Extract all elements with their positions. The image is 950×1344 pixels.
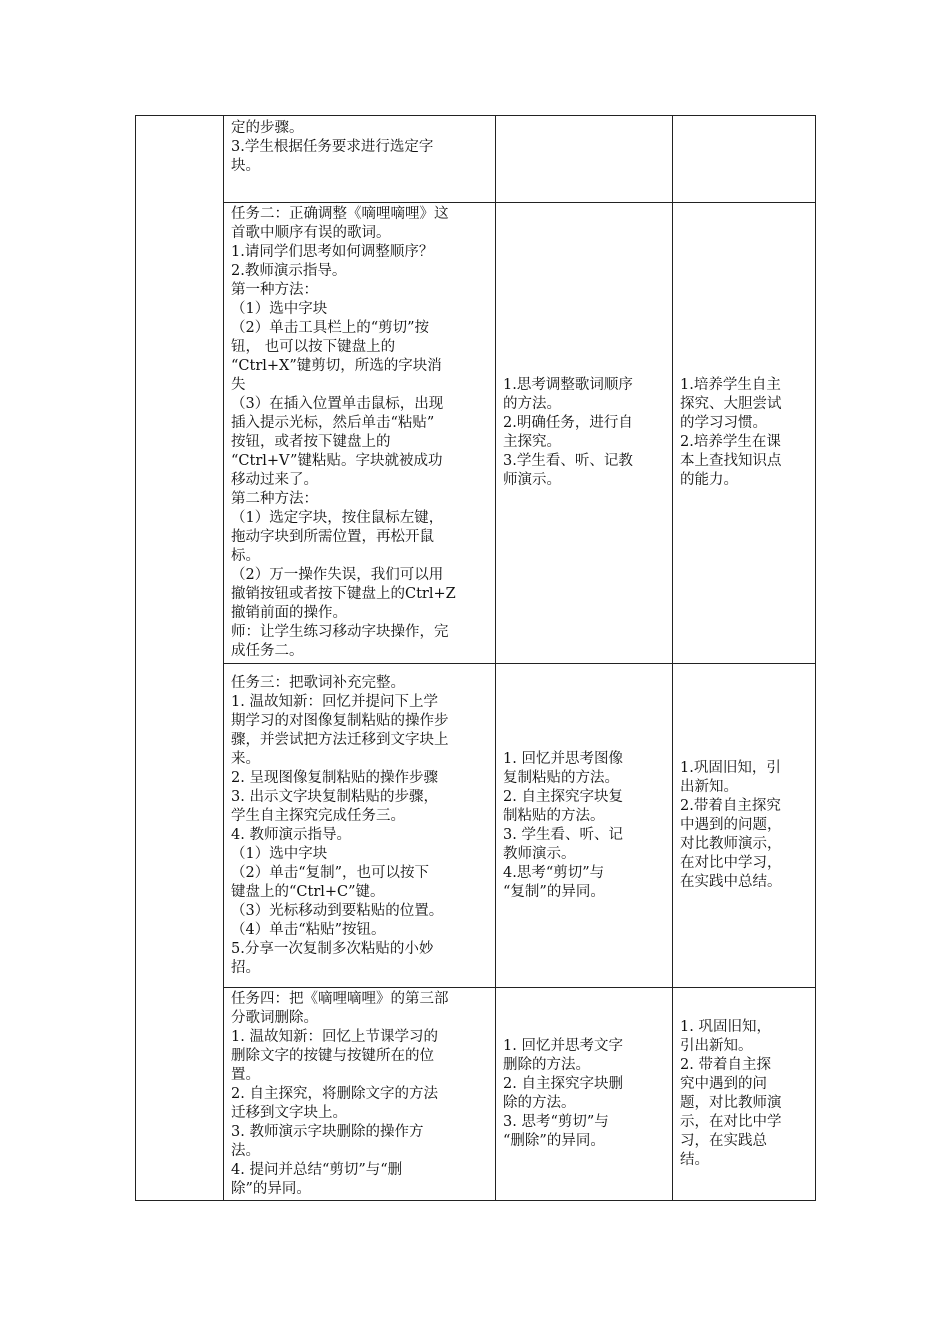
text-line: 移动过来了。: [231, 472, 318, 488]
text-line: （1）选中字块: [231, 845, 328, 862]
cell-text: [503, 1037, 665, 1151]
cell-text: [680, 1018, 808, 1170]
text-line: 1. 温故知新：回忆上节课学习的: [231, 1028, 438, 1045]
text-line: （2）单击“复制”，也可以按下: [231, 864, 430, 881]
text-line: 4.思考“剪切”与: [503, 864, 605, 881]
text-line: 2. 自主探究，将删除文字的方法: [231, 1085, 438, 1102]
text-line: 出新知。: [680, 779, 738, 795]
text-line: 拖动字块到所需位置，再松开鼠: [231, 529, 434, 545]
text-line: 键盘上的“Ctrl+C”键。: [231, 883, 385, 900]
cell-text: [231, 674, 488, 978]
text-line: 骤，并尝试把方法迁移到文字块上: [231, 731, 449, 748]
text-line: 首歌中顺序有误的歌词。: [231, 225, 391, 241]
process-cell: [224, 988, 496, 1201]
text-line: 对比教师演示，: [680, 836, 782, 852]
text-line: 来。: [231, 750, 260, 767]
student-activity-cell: [496, 203, 673, 664]
text-line: 1. 回忆并思考文字: [503, 1038, 623, 1054]
text-line: 2.培养学生在课: [680, 434, 781, 450]
text-line: 复制粘贴的方法。: [503, 769, 619, 786]
text-line: 引出新知。: [680, 1038, 753, 1054]
text-line: 置。: [231, 1066, 260, 1083]
text-line: 分歌词删除。: [231, 1009, 318, 1026]
text-line: 第二种方法：: [231, 491, 318, 507]
text-line: 学生自主探究完成任务三。: [231, 807, 405, 824]
text-line: 除”的异同。: [231, 1180, 311, 1197]
text-line: “Ctrl+V”键粘贴。字块就被成功: [231, 453, 443, 469]
text-line: 究中遇到的问: [680, 1076, 767, 1092]
text-line: 1. 温故知新：回忆并提问下上学: [231, 693, 438, 710]
cell-text: [680, 376, 808, 490]
text-line: 按钮，或者按下键盘上的: [231, 434, 391, 450]
text-line: 3. 思考“剪切”与: [503, 1114, 609, 1130]
text-line: 结。: [680, 1152, 709, 1168]
cell-text: [680, 759, 808, 892]
text-line: 3. 教师演示字块删除的操作方: [231, 1123, 424, 1140]
lesson-plan-table: [135, 115, 816, 1201]
student-activity-cell: [496, 988, 673, 1201]
stage-column-cell: [136, 116, 224, 1201]
text-line: （1）选中字块: [231, 301, 328, 317]
text-line: 2.明确任务，进行自: [503, 415, 633, 431]
text-line: 在对比中学习，: [680, 855, 782, 871]
text-line: 任务四：把《嘀哩嘀哩》的第三部: [231, 990, 449, 1007]
text-line: 招。: [231, 959, 260, 976]
table-row: [136, 664, 816, 988]
text-line: 2. 自主探究字块删: [503, 1076, 623, 1092]
text-line: 主探究。: [503, 434, 561, 450]
text-line: 1.思考调整歌词顺序: [503, 377, 633, 393]
text-line: 中遇到的问题，: [680, 817, 782, 833]
text-line: 期学习的对图像复制粘贴的操作步: [231, 712, 449, 729]
text-line: “复制”的异同。: [503, 883, 605, 900]
design-intent-cell: [673, 116, 816, 203]
text-line: 3.学生根据任务要求进行选定字: [231, 139, 434, 155]
cell-text: [231, 119, 488, 176]
text-line: （2）单击工具栏上的“剪切”按: [231, 320, 430, 336]
text-line: 习，在实践总: [680, 1133, 767, 1149]
text-line: 2. 呈现图像复制粘贴的操作步骤: [231, 769, 438, 786]
process-cell: [224, 116, 496, 203]
text-line: （4）单击“粘贴”按钮。: [231, 921, 386, 938]
text-line: 探究、大胆尝试: [680, 396, 782, 412]
text-line: 撤销前面的操作。: [231, 605, 347, 621]
text-line: 1. 巩固旧知，: [680, 1019, 771, 1035]
text-line: （2）万一操作失误，我们可以用: [231, 567, 444, 583]
text-line: 插入提示光标，然后单击“粘贴”: [231, 415, 435, 431]
process-cell: [224, 664, 496, 988]
design-intent-cell: [673, 988, 816, 1201]
text-line: 示，在对比中学: [680, 1114, 782, 1130]
text-line: 任务三：把歌词补充完整。: [231, 674, 405, 691]
text-line: 题，对比教师演: [680, 1095, 782, 1111]
text-line: 2. 自主探究字块复: [503, 788, 623, 805]
text-line: 2. 带着自主探: [680, 1057, 771, 1073]
text-line: 师：让学生练习移动字块操作，完: [231, 624, 449, 640]
text-line: 删除的方法。: [503, 1057, 590, 1073]
design-intent-cell: [673, 203, 816, 664]
text-line: 撤销按钮或者按下键盘上的Ctrl+Z: [231, 586, 456, 602]
text-line: 1.请同学们思考如何调整顺序？: [231, 244, 434, 260]
table-row: [136, 203, 816, 664]
text-line: 师演示。: [503, 472, 561, 488]
design-intent-cell: [673, 664, 816, 988]
text-line: 在实践中总结。: [680, 874, 782, 890]
text-line: 4. 教师演示指导。: [231, 826, 351, 843]
text-line: 2.教师演示指导。: [231, 263, 347, 279]
text-line: （3）在插入位置单击鼠标，出现: [231, 396, 444, 412]
text-line: 定的步骤。: [231, 120, 304, 136]
text-line: 任务二：正确调整《嘀哩嘀哩》这: [231, 206, 449, 222]
text-line: 3. 学生看、听、记: [503, 826, 623, 843]
text-line: 1. 回忆并思考图像: [503, 750, 623, 767]
text-line: 1.培养学生自主: [680, 377, 781, 393]
text-line: 1.巩固旧知，引: [680, 760, 781, 776]
table-row: [136, 116, 816, 203]
text-line: 教师演示。: [503, 845, 576, 862]
text-line: 3.学生看、听、记教: [503, 453, 633, 469]
text-line: 删除文字的按键与按键所在的位: [231, 1047, 434, 1064]
student-activity-cell: [496, 116, 673, 203]
table-row: [136, 988, 816, 1201]
text-line: “删除”的异同。: [503, 1133, 605, 1149]
text-line: 第一种方法：: [231, 282, 318, 298]
text-line: 3. 出示文字块复制粘贴的步骤，: [231, 788, 438, 805]
cell-text: [503, 376, 665, 490]
text-line: 5.分享一次复制多次粘贴的小妙: [231, 940, 434, 957]
text-line: 迁移到文字块上。: [231, 1104, 347, 1121]
text-line: 的学习习惯。: [680, 415, 767, 431]
student-activity-cell: [496, 664, 673, 988]
process-cell: [224, 203, 496, 664]
text-line: （3）光标移动到要粘贴的位置。: [231, 902, 444, 919]
text-line: “Ctrl+X”键剪切，所选的字块消: [231, 358, 442, 374]
cell-text: [503, 750, 665, 902]
text-line: 块。: [231, 158, 260, 174]
cell-text: [231, 205, 488, 661]
text-line: 除的方法。: [503, 1095, 576, 1111]
text-line: 成任务二。: [231, 643, 304, 659]
text-line: （1）选定字块，按住鼠标左键，: [231, 510, 444, 526]
text-line: 的方法。: [503, 396, 561, 412]
text-line: 失: [231, 377, 246, 393]
text-line: 本上查找知识点: [680, 453, 782, 469]
text-line: 法。: [231, 1142, 260, 1159]
cell-text: [231, 990, 488, 1199]
text-line: 标。: [231, 548, 260, 564]
text-line: 2.带着自主探究: [680, 798, 781, 814]
text-line: 的能力。: [680, 472, 738, 488]
text-line: 钮， 也可以按下键盘上的: [231, 339, 396, 355]
text-line: 制粘贴的方法。: [503, 807, 605, 824]
text-line: 4. 提问并总结“剪切”与“删: [231, 1161, 403, 1178]
